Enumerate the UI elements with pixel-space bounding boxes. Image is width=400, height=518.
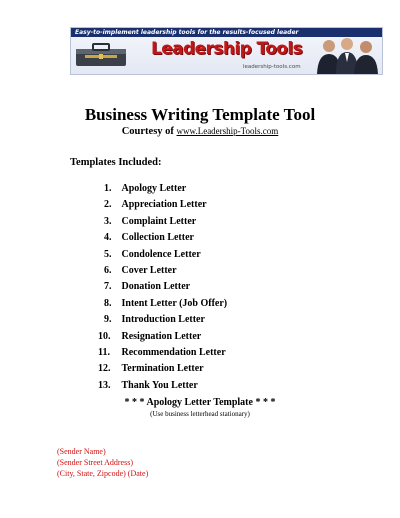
document-title: Business Writing Template Tool xyxy=(84,105,316,124)
template-label: Recommendation Letter xyxy=(121,346,226,358)
template-label: Condolence Letter xyxy=(121,248,201,260)
template-label: Cover Letter xyxy=(121,264,177,276)
template-label: Appreciation Letter xyxy=(121,199,207,211)
letterhead-note: (Use business letterhead stationary) xyxy=(150,410,250,418)
courtesy-link[interactable]: www.Leadership-Tools.com xyxy=(176,126,279,136)
template-number: 2. xyxy=(104,199,112,211)
logo-text: Leadership Tools xyxy=(151,39,303,59)
sender-line: (City, State, Zipcode) (Date) xyxy=(57,469,149,478)
banner-tagline: Easy-to-implement leadership tools for the results-focused leader xyxy=(71,28,382,37)
template-list-item xyxy=(98,379,227,396)
templates-included-heading: Templates Included: xyxy=(70,157,162,168)
template-label: Termination Letter xyxy=(121,363,204,375)
template-number: 8. xyxy=(104,297,112,309)
sender-line: (Sender Name) xyxy=(57,447,106,456)
template-label: Introduction Letter xyxy=(121,314,205,326)
template-list-item xyxy=(104,183,227,199)
sender-line: (Sender Street Address) xyxy=(57,458,133,467)
template-number: 1. xyxy=(104,183,112,194)
business-people-icon xyxy=(314,38,380,74)
briefcase-icon xyxy=(75,42,127,68)
template-list-item xyxy=(104,216,227,232)
template-list-item xyxy=(104,249,227,265)
banner-url: leadership-tools.com xyxy=(243,64,301,70)
template-label: Intent Letter (Job Offer) xyxy=(121,297,228,309)
template-list-item xyxy=(104,199,227,215)
template-number: 7. xyxy=(104,281,112,293)
template-label: Complaint Letter xyxy=(121,215,197,227)
apology-template-heading: * * * Apology Letter Template * * * xyxy=(124,397,276,408)
courtesy-lead: Courtesy of xyxy=(121,126,174,137)
sender-block xyxy=(57,446,148,479)
template-number: 4. xyxy=(104,232,112,244)
template-label: Thank You Letter xyxy=(121,379,198,391)
template-list-item xyxy=(104,314,227,330)
template-number: 3. xyxy=(104,215,112,227)
header-banner xyxy=(70,27,383,75)
template-list-item xyxy=(104,298,227,314)
template-list-item xyxy=(98,330,227,347)
template-label: Apology Letter xyxy=(121,183,187,194)
template-number: 12. xyxy=(98,363,111,375)
template-number: 13. xyxy=(98,379,111,391)
template-label: Collection Letter xyxy=(121,232,194,244)
template-label: Donation Letter xyxy=(121,281,191,293)
template-list-item xyxy=(98,346,227,363)
template-list-item xyxy=(104,281,227,297)
template-list-item xyxy=(104,265,227,281)
template-number: 9. xyxy=(104,314,112,326)
template-number: 10. xyxy=(98,330,111,342)
template-number: 6. xyxy=(104,264,112,276)
template-list-item xyxy=(104,232,227,248)
template-label: Resignation Letter xyxy=(121,330,202,342)
template-list xyxy=(98,183,228,396)
template-number: 5. xyxy=(104,248,112,260)
template-list-item xyxy=(98,363,227,379)
template-number: 11. xyxy=(98,346,110,358)
courtesy-line xyxy=(0,126,400,137)
